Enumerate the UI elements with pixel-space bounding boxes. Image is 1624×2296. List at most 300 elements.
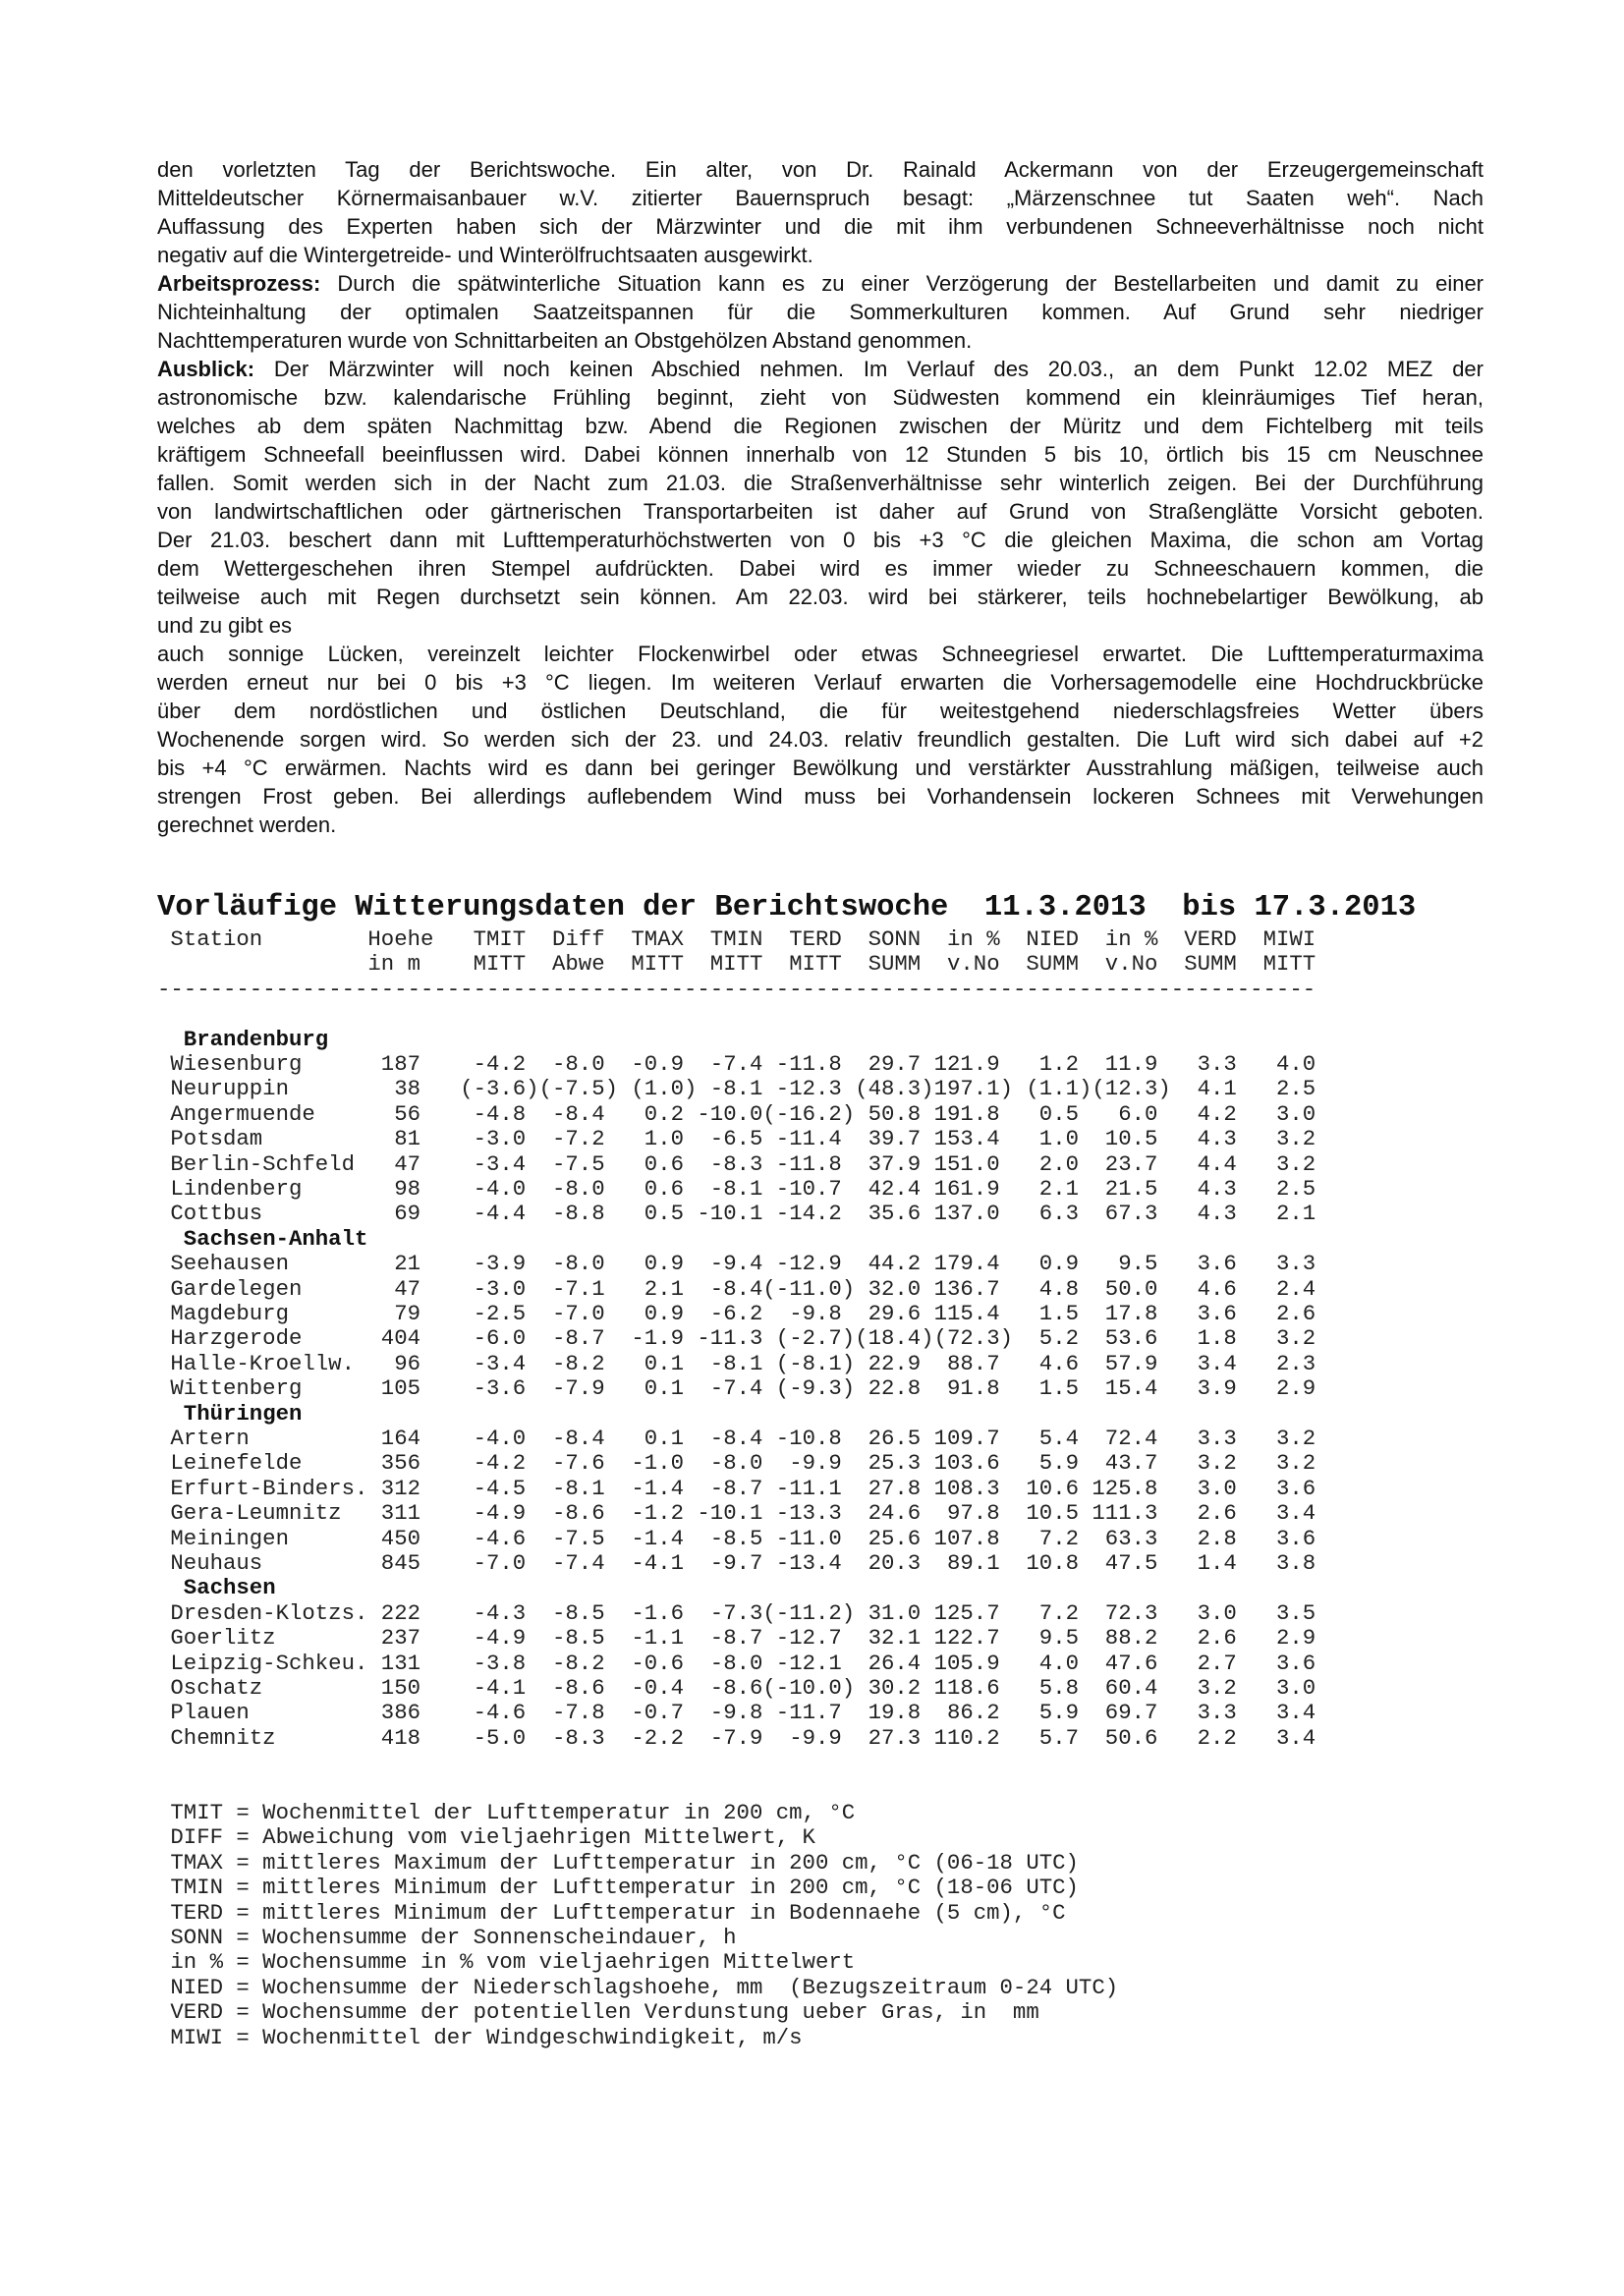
data-cell: 0.1 <box>644 1426 684 1451</box>
column-subheader: SUMM <box>868 951 922 978</box>
legend-line: SONN = Wochensumme der Sonnenscheindauer, h <box>170 1925 737 1950</box>
data-cell: 3.4 <box>1276 1724 1316 1751</box>
data-cell: 3.5 <box>1276 1599 1316 1626</box>
data-cell: (-16.2) <box>762 1100 856 1127</box>
data-cell: 3.4 <box>1197 1350 1237 1376</box>
legend-line: TMAX = mittleres Maximum der Lufttemperatur in 200 cm, °C (06-18 UTC) <box>170 1849 1079 1876</box>
data-cell: 4.4 <box>1197 1150 1237 1177</box>
data-cell: -7.0 <box>473 1550 527 1576</box>
station-hoehe: 38 <box>394 1076 420 1102</box>
column-subheader: MITT <box>1262 951 1316 978</box>
data-cell: 0.5 <box>644 1201 684 1227</box>
data-cell: 0.9 <box>644 1251 684 1277</box>
data-cell: -4.0 <box>473 1426 527 1451</box>
data-cell: -8.6 <box>552 1500 605 1527</box>
data-cell: 3.6 <box>1276 1475 1316 1501</box>
data-cell: 4.8 <box>1038 1275 1079 1302</box>
column-subheader: Abwe <box>552 951 605 978</box>
data-cell: 27.3 <box>868 1724 922 1751</box>
data-cell: -4.6 <box>473 1525 527 1551</box>
column-header: TMIN <box>709 926 763 952</box>
data-cell: -4.5 <box>473 1475 527 1501</box>
data-cell: 53.6 <box>1104 1325 1158 1352</box>
data-cell: -7.9 <box>552 1375 605 1402</box>
data-cell: 88.7 <box>947 1350 1000 1376</box>
data-cell: 10.8 <box>1026 1550 1079 1576</box>
data-cell: 2.1 <box>1038 1176 1079 1202</box>
text-line <box>157 326 1484 355</box>
data-cell: 15.4 <box>1104 1375 1158 1402</box>
column-header: TERD <box>789 926 842 952</box>
station-hoehe: 79 <box>394 1301 420 1326</box>
data-cell: 105.9 <box>933 1650 1000 1676</box>
data-cell: -12.3 <box>775 1076 842 1102</box>
data-cell: (72.3) <box>933 1325 1013 1352</box>
data-cell: 151.0 <box>933 1150 1000 1177</box>
station-hoehe: 450 <box>380 1525 420 1551</box>
text-line <box>157 469 1484 497</box>
text-line <box>157 440 1484 469</box>
data-cell: 25.6 <box>868 1525 922 1551</box>
data-cell: 20.3 <box>868 1550 922 1576</box>
data-cell: 60.4 <box>1104 1675 1158 1701</box>
station-hoehe: 418 <box>380 1724 420 1751</box>
data-cell: 72.3 <box>1104 1599 1158 1626</box>
data-cell: -0.6 <box>631 1650 684 1676</box>
line-text: kräftigem Schneefall beeinflussen wird. Dabei können innerhalb von 12 Stunden 5 bis 10, örtlich bis 15 cm Neuschnee <box>157 442 1484 467</box>
data-cell: 31.0 <box>868 1599 922 1626</box>
data-cell: -7.9 <box>709 1724 763 1751</box>
line-text: Mitteldeutscher Körnermaisanbauer w.V. zitierter Bauernspruch besagt: „Märzenschnee tut Saaten weh“. Nach <box>157 186 1484 210</box>
station-hoehe: 69 <box>394 1201 420 1227</box>
station-hoehe: 131 <box>380 1650 420 1676</box>
station-name: Goerlitz <box>170 1625 276 1652</box>
station-hoehe: 404 <box>380 1325 420 1352</box>
text-line <box>157 754 1484 782</box>
data-cell: -13.4 <box>775 1550 842 1576</box>
legend-line: VERD = Wochensumme der potentiellen Verdunstung ueber Gras, in mm <box>170 1999 1039 2026</box>
data-cell: 2.9 <box>1276 1375 1316 1402</box>
data-cell: -12.9 <box>775 1251 842 1277</box>
data-cell: -3.0 <box>473 1126 527 1152</box>
data-cell: 32.0 <box>868 1275 922 1302</box>
data-cell: 4.6 <box>1197 1275 1237 1302</box>
data-cell: 3.9 <box>1197 1375 1237 1402</box>
text-line <box>157 611 1484 640</box>
data-cell: -10.1 <box>697 1201 763 1227</box>
data-cell: -6.0 <box>473 1325 527 1352</box>
data-cell: 25.3 <box>868 1450 922 1477</box>
station-hoehe: 356 <box>380 1450 420 1477</box>
data-cell: 108.3 <box>933 1475 1000 1501</box>
station-name: Dresden-Klotzs. <box>170 1599 368 1626</box>
station-hoehe: 47 <box>394 1275 420 1302</box>
data-cell: 0.1 <box>644 1350 684 1376</box>
data-cell: -8.0 <box>709 1650 763 1676</box>
data-cell: 3.0 <box>1197 1599 1237 1626</box>
data-cell: 125.8 <box>1092 1475 1158 1501</box>
data-cell: -7.1 <box>552 1275 605 1302</box>
station-name: Potsdam <box>170 1126 263 1152</box>
data-cell: 2.3 <box>1276 1350 1316 1376</box>
group-header: Sachsen <box>183 1575 276 1601</box>
data-cell: 63.3 <box>1104 1525 1158 1551</box>
line-text: Auffassung des Experten haben sich der Märzwinter und die mit ihm verbundenen Schneeverhältnisse noch nicht <box>157 214 1484 239</box>
data-cell: (-7.5) <box>538 1076 618 1102</box>
data-cell: -8.3 <box>552 1724 605 1751</box>
station-name: Harzgerode <box>170 1325 303 1352</box>
data-cell: -0.4 <box>631 1675 684 1701</box>
data-cell: 10.5 <box>1104 1126 1158 1152</box>
data-cell: 26.4 <box>868 1650 922 1676</box>
column-subheader: SUMM <box>1184 951 1237 978</box>
data-cell: (48.3) <box>855 1076 934 1102</box>
data-cell: 21.5 <box>1104 1176 1158 1202</box>
data-cell: 1.8 <box>1197 1325 1237 1352</box>
data-cell: (18.4) <box>855 1325 934 1352</box>
data-cell: 30.2 <box>868 1675 922 1701</box>
data-cell: 0.6 <box>644 1150 684 1177</box>
data-cell: -5.0 <box>473 1724 527 1751</box>
data-cell: -7.4 <box>709 1375 763 1402</box>
text-line <box>157 697 1484 725</box>
station-hoehe: 105 <box>380 1375 420 1402</box>
data-cell: 2.8 <box>1197 1525 1237 1551</box>
line-text: astronomische bzw. kalendarische Frühling beginnt, zieht von Südwesten kommend ein kleinräumiges Tief heran, <box>157 385 1484 410</box>
data-cell: -8.8 <box>552 1201 605 1227</box>
data-cell: -7.4 <box>552 1550 605 1576</box>
data-cell: -3.9 <box>473 1251 527 1277</box>
data-cell: 26.5 <box>868 1426 922 1451</box>
station-hoehe: 386 <box>380 1700 420 1726</box>
data-cell: -3.6 <box>473 1375 527 1402</box>
data-cell: 179.4 <box>933 1251 1000 1277</box>
data-cell: -8.1 <box>709 1176 763 1202</box>
data-cell: 47.6 <box>1104 1650 1158 1676</box>
data-cell: 2.5 <box>1276 1076 1316 1102</box>
data-cell: -11.1 <box>775 1475 842 1501</box>
station-name: Gardelegen <box>170 1275 303 1302</box>
station-hoehe: 845 <box>380 1550 420 1576</box>
data-cell: 23.7 <box>1104 1150 1158 1177</box>
data-cell: 161.9 <box>933 1176 1000 1202</box>
data-cell: -9.4 <box>709 1251 763 1277</box>
data-cell: -3.4 <box>473 1350 527 1376</box>
data-cell: -8.7 <box>709 1625 763 1652</box>
report-body-text <box>157 155 1484 839</box>
line-text: Nachttemperaturen wurde von Schnittarbeiten an Obstgehölzen Abstand genommen. <box>157 328 973 353</box>
data-cell: 121.9 <box>933 1051 1000 1077</box>
line-text: strengen Frost geben. Bei allerdings auflebendem Wind muss bei Vorhandensein lockeren Schnees mit Verwehungen <box>157 784 1484 809</box>
text-line <box>157 526 1484 554</box>
data-cell: 0.5 <box>1038 1100 1079 1127</box>
legend-line: TMIN = mittleres Minimum der Lufttemperatur in 200 cm, °C (18-06 UTC) <box>170 1875 1079 1901</box>
data-cell: -7.5 <box>552 1150 605 1177</box>
station-name: Halle-Kroellw. <box>170 1350 355 1376</box>
data-cell: 2.0 <box>1038 1150 1079 1177</box>
data-cell: -3.8 <box>473 1650 527 1676</box>
data-cell: -6.5 <box>709 1126 763 1152</box>
column-header: MIWI <box>1262 926 1316 952</box>
column-header: VERD <box>1184 926 1237 952</box>
data-cell: 4.3 <box>1197 1201 1237 1227</box>
data-cell: 39.7 <box>868 1126 922 1152</box>
data-cell: -9.7 <box>709 1550 763 1576</box>
data-cell: 19.8 <box>868 1700 922 1726</box>
data-cell: 50.0 <box>1104 1275 1158 1302</box>
station-name: Lindenberg <box>170 1176 303 1202</box>
data-cell: -10.7 <box>775 1176 842 1202</box>
data-cell: 43.7 <box>1104 1450 1158 1477</box>
data-cell: 1.5 <box>1038 1301 1079 1326</box>
data-cell: -14.2 <box>775 1201 842 1227</box>
station-hoehe: 312 <box>380 1475 420 1501</box>
data-cell: -4.0 <box>473 1176 527 1202</box>
header-unit: in m <box>367 951 420 978</box>
data-cell: 3.2 <box>1276 1426 1316 1451</box>
station-name: Meiningen <box>170 1525 289 1551</box>
data-cell: (-9.3) <box>775 1375 856 1402</box>
line-text: Nichteinhaltung der optimalen Saatzeitspannen für die Sommerkulturen kommen. Auf Grund sehr niedriger <box>157 300 1484 324</box>
data-cell: -2.5 <box>473 1301 527 1326</box>
line-text: den vorletzten Tag der Berichtswoche. Ein alter, von Dr. Rainald Ackermann von der Erzeugergemeinschaft <box>157 157 1484 182</box>
data-cell: -12.7 <box>775 1625 842 1652</box>
line-text: und zu gibt es <box>157 613 292 638</box>
weather-data-table <box>157 927 1434 2106</box>
column-subheader: MITT <box>709 951 763 978</box>
data-cell: -6.2 <box>709 1301 763 1326</box>
data-cell: -8.6 <box>709 1675 763 1701</box>
data-cell: 17.8 <box>1104 1301 1158 1326</box>
data-cell: -2.2 <box>631 1724 684 1751</box>
data-cell: (12.3) <box>1092 1076 1171 1102</box>
table-title: Vorläufige Witterungsdaten der Berichtswoche 11.3.2013 bis 17.3.2013 <box>157 891 1417 924</box>
data-cell: -4.8 <box>473 1100 527 1127</box>
text-line <box>157 298 1484 326</box>
data-cell: (1.0) <box>631 1076 698 1102</box>
data-cell: -1.0 <box>631 1450 684 1477</box>
data-cell: 1.0 <box>644 1126 684 1152</box>
data-cell: 4.3 <box>1197 1126 1237 1152</box>
data-cell: -7.0 <box>552 1301 605 1326</box>
data-cell: 5.2 <box>1038 1325 1079 1352</box>
data-cell: 4.0 <box>1038 1650 1079 1676</box>
column-subheader: SUMM <box>1026 951 1079 978</box>
text-line <box>157 811 1484 839</box>
section-lead: Ausblick: <box>157 357 255 381</box>
data-cell: 4.2 <box>1197 1100 1237 1127</box>
data-cell: 4.1 <box>1197 1076 1237 1102</box>
data-cell: 2.6 <box>1197 1500 1237 1527</box>
line-text: Wochenende sorgen wird. So werden sich der 23. und 24.03. relativ freundlich gestalten. Die Luft wird sich dabei auf +2 <box>157 727 1484 752</box>
station-hoehe: 187 <box>380 1051 420 1077</box>
data-cell: 42.4 <box>868 1176 922 1202</box>
data-cell: 125.7 <box>933 1599 1000 1626</box>
column-subheader: v.No <box>1104 951 1158 978</box>
data-cell: 3.6 <box>1197 1301 1237 1326</box>
station-hoehe: 222 <box>380 1599 420 1626</box>
data-cell: -8.4 <box>552 1100 605 1127</box>
text-line <box>157 212 1484 241</box>
data-cell: -8.2 <box>552 1350 605 1376</box>
data-cell: 44.2 <box>868 1251 922 1277</box>
data-cell: -11.4 <box>775 1126 842 1152</box>
data-cell: -4.6 <box>473 1700 527 1726</box>
data-cell: 89.1 <box>947 1550 1000 1576</box>
data-cell: 1.4 <box>1197 1550 1237 1576</box>
data-cell: 3.2 <box>1276 1325 1316 1352</box>
data-cell: -3.0 <box>473 1275 527 1302</box>
text-line <box>157 725 1484 754</box>
station-hoehe: 21 <box>394 1251 420 1277</box>
data-cell: 115.4 <box>933 1301 1000 1326</box>
data-cell: (-3.6) <box>460 1076 539 1102</box>
data-cell: 4.3 <box>1197 1176 1237 1202</box>
data-cell: 5.4 <box>1038 1426 1079 1451</box>
line-text: dem Wettergeschehen ihren Stempel aufdrückten. Dabei wird es immer wieder zu Schneeschauern kommen, die <box>157 556 1484 581</box>
paragraph <box>157 640 1484 839</box>
paragraph <box>157 355 1484 640</box>
data-cell: 3.3 <box>1197 1426 1237 1451</box>
data-cell: 0.9 <box>1038 1251 1079 1277</box>
data-cell: 6.0 <box>1118 1100 1158 1127</box>
data-cell: -8.0 <box>552 1251 605 1277</box>
text-line <box>157 554 1484 583</box>
data-cell: -8.5 <box>709 1525 763 1551</box>
line-text: fallen. Somit werden sich in der Nacht zum 21.03. die Straßenverhältnisse sehr winterlich zeigen. Bei der Durchführung <box>157 471 1484 495</box>
text-line <box>157 412 1484 440</box>
data-cell: 5.7 <box>1038 1724 1079 1751</box>
data-cell: 97.8 <box>947 1500 1000 1527</box>
data-cell: 1.5 <box>1038 1375 1079 1402</box>
data-cell: 69.7 <box>1104 1700 1158 1726</box>
data-cell: 91.8 <box>947 1375 1000 1402</box>
data-cell: 7.2 <box>1038 1525 1079 1551</box>
data-cell: 5.9 <box>1038 1700 1079 1726</box>
data-cell: 3.2 <box>1197 1675 1237 1701</box>
column-header: in % <box>1104 926 1158 952</box>
data-cell: 137.0 <box>933 1201 1000 1227</box>
station-name: Magdeburg <box>170 1301 289 1326</box>
data-cell: -9.8 <box>709 1700 763 1726</box>
legend-line: MIWI = Wochenmittel der Windgeschwindigkeit, m/s <box>170 2024 803 2050</box>
data-cell: -4.4 <box>473 1201 527 1227</box>
station-name: Wittenberg <box>170 1375 303 1402</box>
data-cell: 0.1 <box>644 1375 684 1402</box>
text-line <box>157 640 1484 668</box>
data-cell: -4.3 <box>473 1599 527 1626</box>
group-header: Sachsen-Anhalt <box>183 1225 368 1252</box>
data-cell: 3.4 <box>1276 1500 1316 1527</box>
data-cell: 6.3 <box>1038 1201 1079 1227</box>
line-text: negativ auf die Wintergetreide- und Winterölfruchtsaaten ausgewirkt. <box>157 243 813 267</box>
data-cell: -8.4 <box>552 1426 605 1451</box>
data-cell: (-10.0) <box>762 1675 856 1701</box>
data-cell: 3.3 <box>1276 1251 1316 1277</box>
data-cell: -11.8 <box>775 1051 842 1077</box>
data-cell: 29.7 <box>868 1051 922 1077</box>
data-cell: 110.2 <box>933 1724 1000 1751</box>
data-cell: 3.0 <box>1276 1675 1316 1701</box>
data-cell: -4.9 <box>473 1625 527 1652</box>
legend-line: NIED = Wochensumme der Niederschlagshoehe, mm (Bezugszeitraum 0-24 UTC) <box>170 1974 1119 2000</box>
text-line <box>157 355 1484 383</box>
line-text: Durch die spätwinterliche Situation kann es zu einer Verzögerung der Bestellarbeiten und damit zu einer <box>320 271 1484 296</box>
data-cell: 3.2 <box>1276 1450 1316 1477</box>
text-line <box>157 668 1484 697</box>
station-name: Erfurt-Binders. <box>170 1475 368 1501</box>
data-cell: -9.8 <box>789 1301 842 1326</box>
legend-line: DIFF = Abweichung vom vieljaehrigen Mittelwert, K <box>170 1824 815 1851</box>
data-cell: 72.4 <box>1104 1426 1158 1451</box>
data-cell: 22.9 <box>868 1350 922 1376</box>
data-cell: 3.2 <box>1276 1150 1316 1177</box>
data-cell: 107.8 <box>933 1525 1000 1551</box>
data-cell: -8.5 <box>552 1625 605 1652</box>
data-cell: 2.1 <box>644 1275 684 1302</box>
station-hoehe: 47 <box>394 1150 420 1177</box>
data-cell: 24.6 <box>868 1500 922 1527</box>
data-cell: -1.9 <box>631 1325 684 1352</box>
data-cell: -7.5 <box>552 1525 605 1551</box>
data-cell: -9.9 <box>789 1450 842 1477</box>
data-cell: 2.2 <box>1197 1724 1237 1751</box>
station-name: Cottbus <box>170 1201 263 1227</box>
line-text: Der 21.03. beschert dann mit Lufttemperaturhöchstwerten von 0 bis +3 °C die gleichen Maxima, die schon am Vortag <box>157 528 1484 552</box>
data-cell: 86.2 <box>947 1700 1000 1726</box>
data-cell: -9.9 <box>789 1724 842 1751</box>
column-header: TMIT <box>473 926 527 952</box>
station-hoehe: 96 <box>394 1350 420 1376</box>
data-cell: 2.4 <box>1276 1275 1316 1302</box>
data-cell: -4.1 <box>631 1550 684 1576</box>
data-cell: 1.0 <box>1038 1126 1079 1152</box>
data-cell: -4.1 <box>473 1675 527 1701</box>
data-cell: 0.9 <box>644 1301 684 1326</box>
station-name: Neuruppin <box>170 1076 289 1102</box>
data-cell: 3.2 <box>1197 1450 1237 1477</box>
data-cell: 4.0 <box>1276 1051 1316 1077</box>
data-cell: 2.1 <box>1276 1201 1316 1227</box>
line-text: welches ab dem späten Nachmittag bzw. Abend die Regionen zwischen der Müritz und dem Fichtelberg mit teils <box>157 414 1484 438</box>
data-cell: (1.1) <box>1026 1076 1092 1102</box>
data-cell: -10.8 <box>775 1426 842 1451</box>
line-text: über dem nordöstlichen und östlichen Deutschland, die für weitestgehend niederschlagsfreies Wetter übers <box>157 699 1484 723</box>
data-cell: 103.6 <box>933 1450 1000 1477</box>
column-subheader: v.No <box>947 951 1000 978</box>
line-text: teilweise auch mit Regen durchsetzt sein können. Am 22.03. wird bei stärkerer, teils hochnebelartiger Bewölkung, ab <box>157 585 1484 609</box>
group-header: Thüringen <box>183 1400 303 1427</box>
data-cell: -7.3 <box>709 1599 763 1626</box>
line-text: gerechnet werden. <box>157 812 337 837</box>
data-cell: -3.4 <box>473 1150 527 1177</box>
data-cell: -8.7 <box>709 1475 763 1501</box>
data-cell: -8.2 <box>552 1650 605 1676</box>
data-cell: 111.3 <box>1092 1500 1158 1527</box>
data-cell: -4.2 <box>473 1051 527 1077</box>
data-cell: 2.6 <box>1276 1301 1316 1326</box>
legend-line: in % = Wochensumme in % vom vieljaehrigen Mittelwert <box>170 1949 856 1976</box>
data-cell: 3.6 <box>1276 1525 1316 1551</box>
data-cell: -1.4 <box>631 1475 684 1501</box>
data-cell: -1.6 <box>631 1599 684 1626</box>
line-text: von landwirtschaftlichen oder gärtnerischen Transportarbeiten ist daher auf Grund von Straßenglätte Vorsicht geboten. <box>157 499 1484 524</box>
text-line <box>157 184 1484 212</box>
data-cell: 10.6 <box>1026 1475 1079 1501</box>
data-cell: 5.8 <box>1038 1675 1079 1701</box>
data-cell: 7.2 <box>1038 1599 1079 1626</box>
data-cell: 11.9 <box>1104 1051 1158 1077</box>
